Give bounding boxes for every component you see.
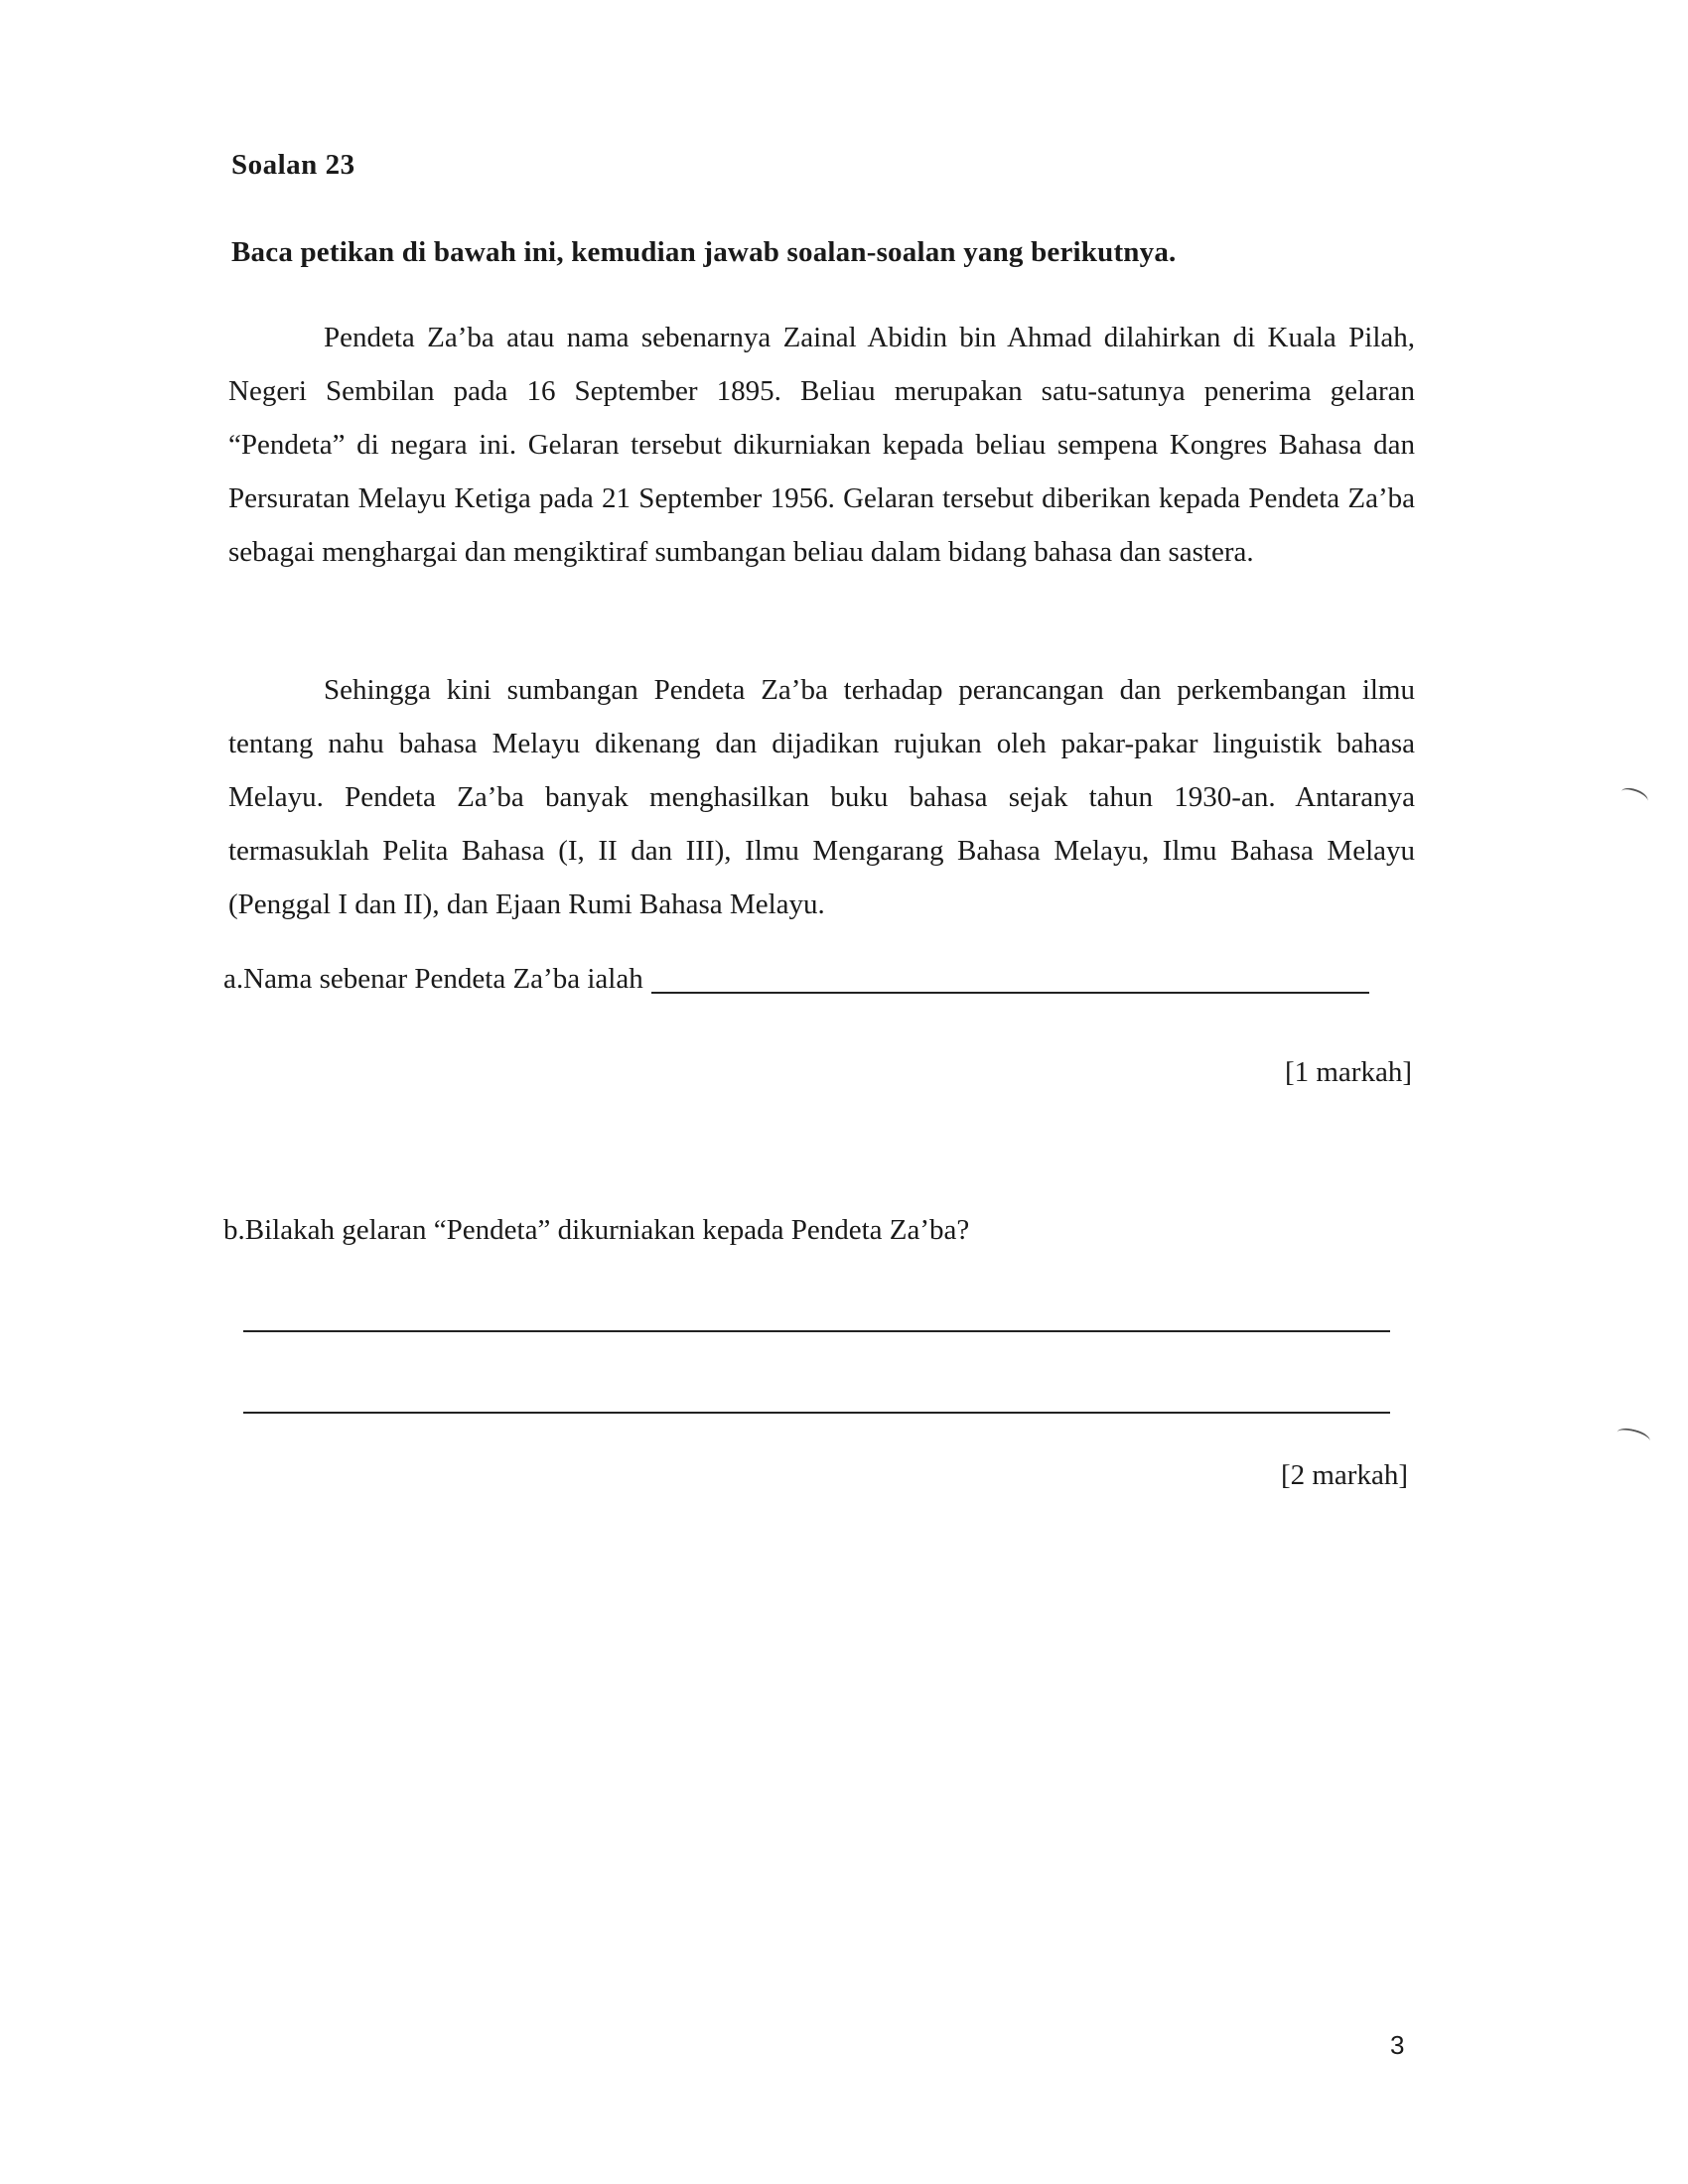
answer-line-a[interactable] (651, 992, 1369, 994)
answer-line-b-1[interactable] (243, 1330, 1390, 1332)
question-b-text: b.Bilakah gelaran “Pendeta” dikurniakan kepada Pendeta Za’ba? (223, 1214, 970, 1246)
page-number: 3 (1390, 2030, 1405, 2060)
marks-b: [2 markah] (1280, 1459, 1408, 1491)
passage-paragraph-1: Pendeta Za’ba atau nama sebenarnya Zainal Abidin bin Ahmad dilahirkan di Kuala Pilah, Negeri Sembilan pada 16 September 1895. Beliau merupakan satu-satunya penerima gelaran “Pendeta” di negara ini. Gelaran tersebut dikurniakan kepada beliau sempena Kongres Bahasa dan Persuratan Melayu Ketiga pada 21 September 1956. Gelaran tersebut diberikan kepada Pendeta Za’ba sebagai menghargai dan mengiktiraf sumbangan beliau dalam bidang bahasa dan sastera. (228, 322, 1415, 568)
question-number: Soalan 23 (231, 149, 355, 181)
question-a (223, 963, 1415, 996)
marks-a: [1 markah] (1284, 1056, 1412, 1088)
scan-mark-1 (1618, 785, 1649, 808)
passage-paragraph-2: Sehingga kini sumbangan Pendeta Za’ba terhadap perancangan dan perkembangan ilmu tentang nahu bahasa Melayu dikenang dan dijadikan rujukan oleh pakar-pakar linguistik bahasa Melayu. Pendeta Za’ba banyak menghasilkan buku bahasa sejak tahun 1930-an. Antaranya termasuklah Pelita Bahasa (I, II dan III), Ilmu Mengarang Bahasa Melayu, Ilmu Bahasa Melayu (Penggal I dan II), dan Ejaan Rumi Bahasa Melayu. (228, 674, 1415, 920)
scan-mark-2 (1616, 1426, 1651, 1447)
question-a-text: a.Nama sebenar Pendeta Za’ba ialah (223, 963, 643, 995)
instruction-text: Baca petikan di bawah ini, kemudian jawab soalan-soalan yang berikutnya. (231, 236, 1177, 268)
answer-line-b-2[interactable] (243, 1412, 1390, 1414)
